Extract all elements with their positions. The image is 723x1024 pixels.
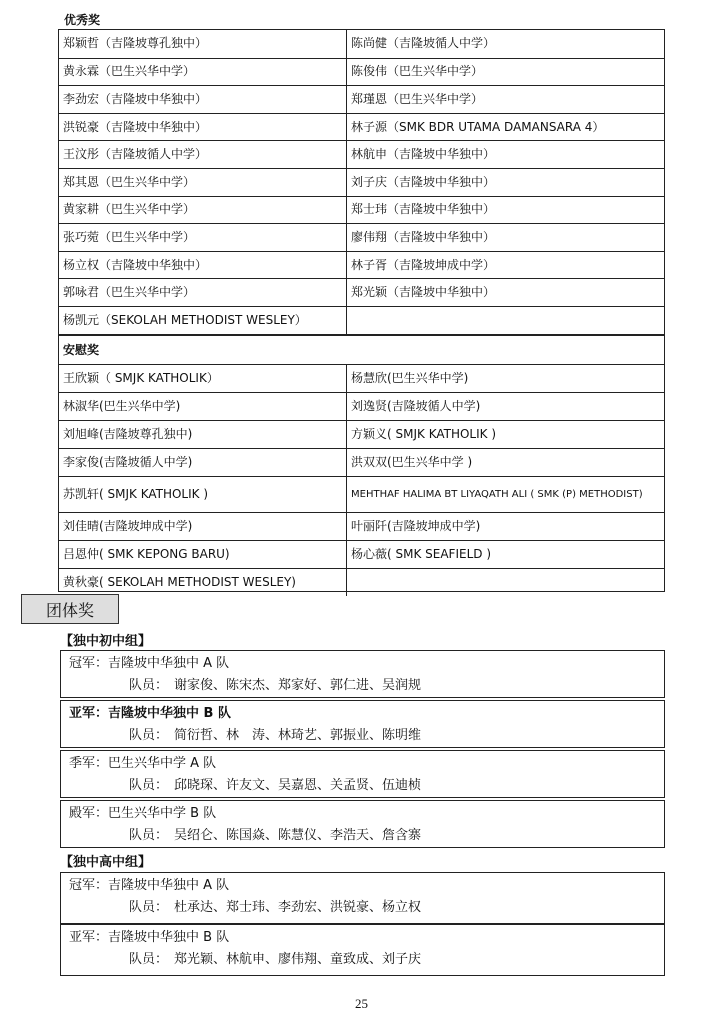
team-name: 吉隆坡中华独中 A 队 <box>108 656 230 671</box>
award-name-cell: 苏凯轩( SMJK KATHOLIK ) <box>59 477 347 512</box>
award-name-cell: MEHTHAF HALIMA BT LIYAQATH ALI ( SMK (P) METHODIST) <box>351 489 643 500</box>
team-members: 杜承达、郑士玮、李劲宏、洪锐豪、杨立权 <box>174 900 422 915</box>
team-members: 吴绍仑、陈国焱、陈慧仪、李浩天、詹含寨 <box>174 828 422 843</box>
team-result-box <box>60 924 665 976</box>
award-name-cell: 杨凯元（SEKOLAH METHODIST WESLEY） <box>59 307 347 334</box>
award-name-cell: 郑颖哲（吉隆坡尊孔独中） <box>59 30 347 58</box>
award-name-cell: 廖伟翔（吉隆坡中华独中） <box>351 229 496 244</box>
award-name-cell: 李劲宏（吉隆坡中华独中） <box>59 86 347 113</box>
team-award-heading: 团体奖 <box>21 594 119 624</box>
team-place: 殿军： <box>69 806 109 821</box>
members-label: 队员： <box>129 778 169 793</box>
award-name-cell: 林淑华(巴生兴华中学) <box>59 393 347 420</box>
team-result-box <box>60 650 665 698</box>
team-result-box <box>60 700 665 748</box>
award-name-cell: 杨心薇( SMK SEAFIELD ) <box>351 547 492 561</box>
award-name-cell: 林子源（SMK BDR UTAMA DAMANSARA 4） <box>351 119 605 134</box>
team-place: 季军： <box>69 756 109 771</box>
team-members: 邱晓琛、许友文、吴嘉恩、关孟贤、伍迪桢 <box>174 778 422 793</box>
page-number: 25 <box>355 996 368 1011</box>
team-place: 亚军： <box>69 930 109 945</box>
team-place: 冠军： <box>69 878 109 893</box>
award-name-cell: 洪锐豪（吉隆坡中华独中） <box>59 114 347 141</box>
encouragement-award-table <box>58 335 665 592</box>
award-name-cell: 刘子庆（吉隆坡中华独中） <box>351 174 496 189</box>
award-name-cell <box>347 307 664 334</box>
team-result-box <box>60 800 665 848</box>
award-name-cell: 洪双双(巴生兴华中学 ) <box>351 455 473 469</box>
award-name-cell: 郑其恩（巴生兴华中学） <box>59 169 347 196</box>
award-name-cell: 黄永霖（巴生兴华中学） <box>59 59 347 86</box>
team-members: 谢家俊、陈宋杰、郑家好、郭仁进、吴润规 <box>174 678 422 693</box>
award-name-cell: 刘佳晴(吉隆坡坤成中学) <box>59 513 347 540</box>
members-label: 队员： <box>129 828 169 843</box>
award-name-cell: 陈俊伟（巴生兴华中学） <box>351 64 484 79</box>
team-name: 吉隆坡中华独中 B 队 <box>108 930 230 945</box>
award-name-cell: 郑士玮（吉隆坡中华独中） <box>351 202 496 217</box>
team-members: 郑光颖、林航申、廖伟翔、童致成、刘子庆 <box>174 952 422 967</box>
award-name-cell: 叶丽阡(吉隆坡坤成中学) <box>351 519 481 533</box>
award-name-cell: 刘逸贤(吉隆坡循人中学) <box>351 399 481 413</box>
team-result-box <box>60 750 665 798</box>
team-name: 巴生兴华中学 A 队 <box>108 756 217 771</box>
team-place: 亚军： <box>69 706 109 721</box>
award-name-cell: 李家俊(吉隆坡循人中学) <box>59 449 347 476</box>
team-result-box <box>60 872 665 924</box>
award-name-cell: 王欣颖（ SMJK KATHOLIK） <box>59 365 347 392</box>
award-name-cell: 方颖义( SMJK KATHOLIK ) <box>351 427 497 441</box>
team-name: 吉隆坡中华独中 B 队 <box>108 706 231 721</box>
award-name-cell: 张巧菀（巴生兴华中学） <box>59 224 347 251</box>
senior-group-title: 【独中高中组】 <box>60 855 152 870</box>
encouragement-award-title: 安慰奖 <box>63 342 100 357</box>
award-name-cell: 刘旭峰(吉隆坡尊孔独中) <box>59 421 347 448</box>
award-name-cell: 郑光颖（吉隆坡中华独中） <box>351 285 496 300</box>
award-name-cell: 林航申（吉隆坡中华独中） <box>351 147 496 162</box>
excellence-award-title: 优秀奖 <box>64 13 101 27</box>
members-label: 队员： <box>129 952 169 967</box>
junior-group-title: 【独中初中组】 <box>60 634 152 649</box>
award-name-cell <box>347 569 664 596</box>
members-label: 队员： <box>129 728 169 743</box>
award-name-cell: 王汶彤（吉隆坡循人中学） <box>59 141 347 168</box>
award-name-cell: 吕恩仲( SMK KEPONG BARU) <box>59 541 347 568</box>
team-name: 巴生兴华中学 B 队 <box>108 806 217 821</box>
team-name: 吉隆坡中华独中 A 队 <box>108 878 230 893</box>
award-name-cell: 杨慧欣(巴生兴华中学) <box>351 371 469 385</box>
team-place: 冠军： <box>69 656 109 671</box>
award-name-cell: 郭咏君（巴生兴华中学） <box>59 279 347 306</box>
award-name-cell: 郑瑾恩（巴生兴华中学） <box>351 91 484 106</box>
members-label: 队员： <box>129 678 169 693</box>
award-name-cell: 林子胥（吉隆坡坤成中学） <box>351 257 496 272</box>
award-name-cell: 黄家耕（巴生兴华中学） <box>59 197 347 224</box>
award-name-cell: 杨立权（吉隆坡中华独中） <box>59 252 347 279</box>
members-label: 队员： <box>129 900 169 915</box>
award-name-cell: 陈尚健（吉隆坡循人中学） <box>351 36 496 51</box>
team-members: 简衍哲、林 涛、林琦艺、郭振业、陈明维 <box>174 728 422 743</box>
excellence-award-table <box>58 29 665 335</box>
award-name-cell: 黄秋豪( SEKOLAH METHODIST WESLEY) <box>59 569 347 596</box>
